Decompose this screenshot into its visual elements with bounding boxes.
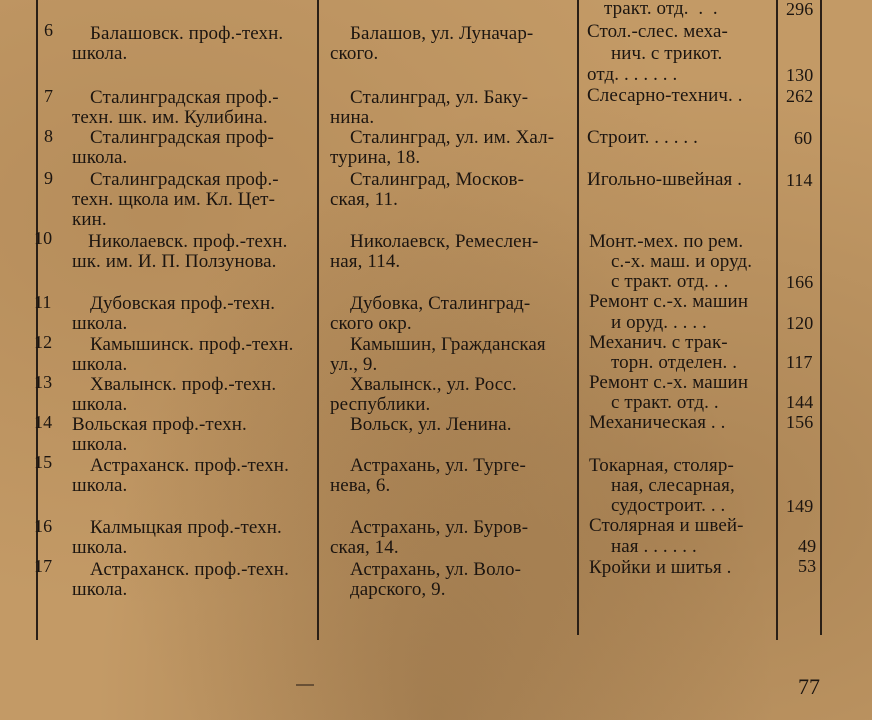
student-count: 117 bbox=[786, 352, 813, 372]
ink-smudge bbox=[296, 684, 314, 686]
student-count: 120 bbox=[786, 313, 814, 333]
address-line: Астрахань, ул. Воло- bbox=[350, 559, 522, 580]
specialty-line: ная . . . . . . bbox=[611, 536, 697, 557]
address-line: Астрахань, ул. Турге- bbox=[350, 455, 526, 476]
address-line: Николаевск, Ремеслен- bbox=[350, 231, 539, 252]
specialty-line: судостроит. . . bbox=[611, 495, 726, 516]
student-count: 114 bbox=[786, 170, 813, 190]
school-name-line: Сталинградская проф- bbox=[90, 127, 274, 148]
specialty-line: Механическая . . bbox=[589, 412, 726, 433]
student-count: 53 bbox=[798, 556, 817, 576]
school-name-line: школа. bbox=[72, 537, 128, 558]
specialty-line: Ремонт с.-х. машин bbox=[589, 372, 749, 393]
specialty-line: Механич. с трак- bbox=[589, 332, 728, 353]
school-name-line: Хвалынск. проф.-техн. bbox=[90, 374, 277, 395]
continuation-count: 296 bbox=[786, 0, 814, 19]
specialty-line: с тракт. отд. . bbox=[611, 392, 719, 413]
specialty-line: и оруд. . . . . bbox=[611, 312, 707, 333]
specialty-line: Строит. . . . . . bbox=[587, 127, 698, 148]
specialty-line: Кройки и шитья . bbox=[589, 557, 732, 578]
school-name-line: кин. bbox=[72, 209, 107, 230]
school-name-line: школа. bbox=[72, 147, 128, 168]
school-name-line: Николаевск. проф.-техн. bbox=[88, 231, 288, 252]
address-line: нева, 6. bbox=[330, 475, 391, 496]
row-number: 17 bbox=[34, 556, 53, 576]
student-count: 144 bbox=[786, 392, 814, 412]
school-name-line: техн. шк. им. Кулибина. bbox=[72, 107, 268, 128]
address-line: дарского, 9. bbox=[350, 579, 446, 600]
student-count: 60 bbox=[794, 128, 813, 148]
specialty-line: с тракт. отд. . . bbox=[611, 271, 729, 292]
school-name-line: школа. bbox=[72, 313, 128, 334]
row-number: 11 bbox=[34, 292, 52, 312]
address-line: Сталинград, ул. им. Хал- bbox=[350, 127, 555, 148]
address-line: Астрахань, ул. Буров- bbox=[350, 517, 529, 538]
specialty-line: Ремонт с.-х. машин bbox=[589, 291, 749, 312]
school-name-line: школа. bbox=[72, 354, 128, 375]
address-line: Вольск, ул. Ленина. bbox=[350, 414, 512, 435]
school-name-line: Сталинградская проф.- bbox=[90, 87, 279, 108]
school-name-line: школа. bbox=[72, 434, 128, 455]
specialty-line: нич. с трикот. bbox=[611, 43, 723, 64]
school-name-line: школа. bbox=[72, 43, 128, 64]
address-line: ул., 9. bbox=[330, 354, 378, 375]
column-rule-specialty-count bbox=[776, 0, 778, 640]
school-name-line: Камышинск. проф.-техн. bbox=[90, 334, 294, 355]
row-number: 7 bbox=[44, 86, 54, 106]
address-line: ского окр. bbox=[330, 313, 412, 334]
student-count: 130 bbox=[786, 65, 814, 85]
continuation-specialty: тракт. отд. . . bbox=[604, 0, 718, 19]
student-count: 49 bbox=[798, 536, 817, 556]
page-number: 77 bbox=[798, 674, 820, 699]
school-name-line: Калмыцкая проф.-техн. bbox=[90, 517, 282, 538]
school-name-line: Сталинградская проф.- bbox=[90, 169, 279, 190]
specialty-line: Игольно-швейная . bbox=[587, 169, 743, 190]
school-name-line: Вольская проф.-техн. bbox=[72, 414, 247, 435]
address-line: ская, 11. bbox=[330, 189, 398, 210]
address-line: Сталинград, Москов- bbox=[350, 169, 525, 190]
address-line: Дубовка, Сталинград- bbox=[350, 293, 531, 314]
specialty-line: Столярная и швей- bbox=[589, 515, 744, 536]
address-line: нина. bbox=[330, 107, 375, 128]
school-name-line: Астраханск. проф.-техн. bbox=[90, 455, 289, 476]
row-number: 8 bbox=[44, 126, 54, 146]
row-number: 15 bbox=[34, 452, 53, 472]
school-name-line: школа. bbox=[72, 394, 128, 415]
row-number: 16 bbox=[34, 516, 53, 536]
address-line: ная, 114. bbox=[330, 251, 401, 272]
address-line: ского. bbox=[330, 43, 379, 64]
row-number: 12 bbox=[34, 332, 53, 352]
specialty-line: Стол.-слес. меха- bbox=[587, 21, 728, 42]
specialty-line: с.-х. маш. и оруд. bbox=[611, 251, 753, 272]
specialty-line: Токарная, столяр- bbox=[589, 455, 734, 476]
address-line: турина, 18. bbox=[330, 147, 421, 168]
address-line: Сталинград, ул. Баку- bbox=[350, 87, 529, 108]
student-count: 166 bbox=[786, 272, 814, 292]
specialty-line: отд. . . . . . . bbox=[587, 64, 678, 85]
school-name-line: школа. bbox=[72, 579, 128, 600]
address-line: ская, 14. bbox=[330, 537, 399, 558]
school-name-line: шк. им. И. П. Ползунова. bbox=[72, 251, 277, 272]
specialty-line: Монт.-мех. по рем. bbox=[589, 231, 744, 252]
row-number: 10 bbox=[34, 228, 53, 248]
column-rule-school-address bbox=[317, 0, 319, 640]
row-number: 9 bbox=[44, 168, 54, 188]
column-rule-address-specialty bbox=[577, 0, 579, 635]
school-name-line: Дубовская проф.-техн. bbox=[90, 293, 276, 314]
student-count: 262 bbox=[786, 86, 814, 106]
specialty-line: Слесарно-технич. . bbox=[587, 85, 743, 106]
row-number: 6 bbox=[44, 20, 54, 40]
school-name-line: Балашовск. проф.-техн. bbox=[90, 23, 284, 44]
school-name-line: техн. щкола им. Кл. Цет- bbox=[72, 189, 275, 210]
column-rule-left bbox=[36, 0, 38, 640]
address-line: Камышин, Гражданская bbox=[350, 334, 546, 355]
specialty-line: ная, слесарная, bbox=[611, 475, 735, 496]
address-line: Хвалынск., ул. Росс. bbox=[350, 374, 517, 395]
school-name-line: Астраханск. проф.-техн. bbox=[90, 559, 289, 580]
specialty-line: торн. отделен. . bbox=[611, 352, 738, 373]
address-line: Балашов, ул. Луначар- bbox=[350, 23, 534, 44]
column-rule-right bbox=[820, 0, 822, 635]
row-number: 14 bbox=[34, 412, 53, 432]
school-name-line: школа. bbox=[72, 475, 128, 496]
address-line: республики. bbox=[330, 394, 431, 415]
student-count: 156 bbox=[786, 412, 814, 432]
row-number: 13 bbox=[34, 372, 53, 392]
student-count: 149 bbox=[786, 496, 814, 516]
